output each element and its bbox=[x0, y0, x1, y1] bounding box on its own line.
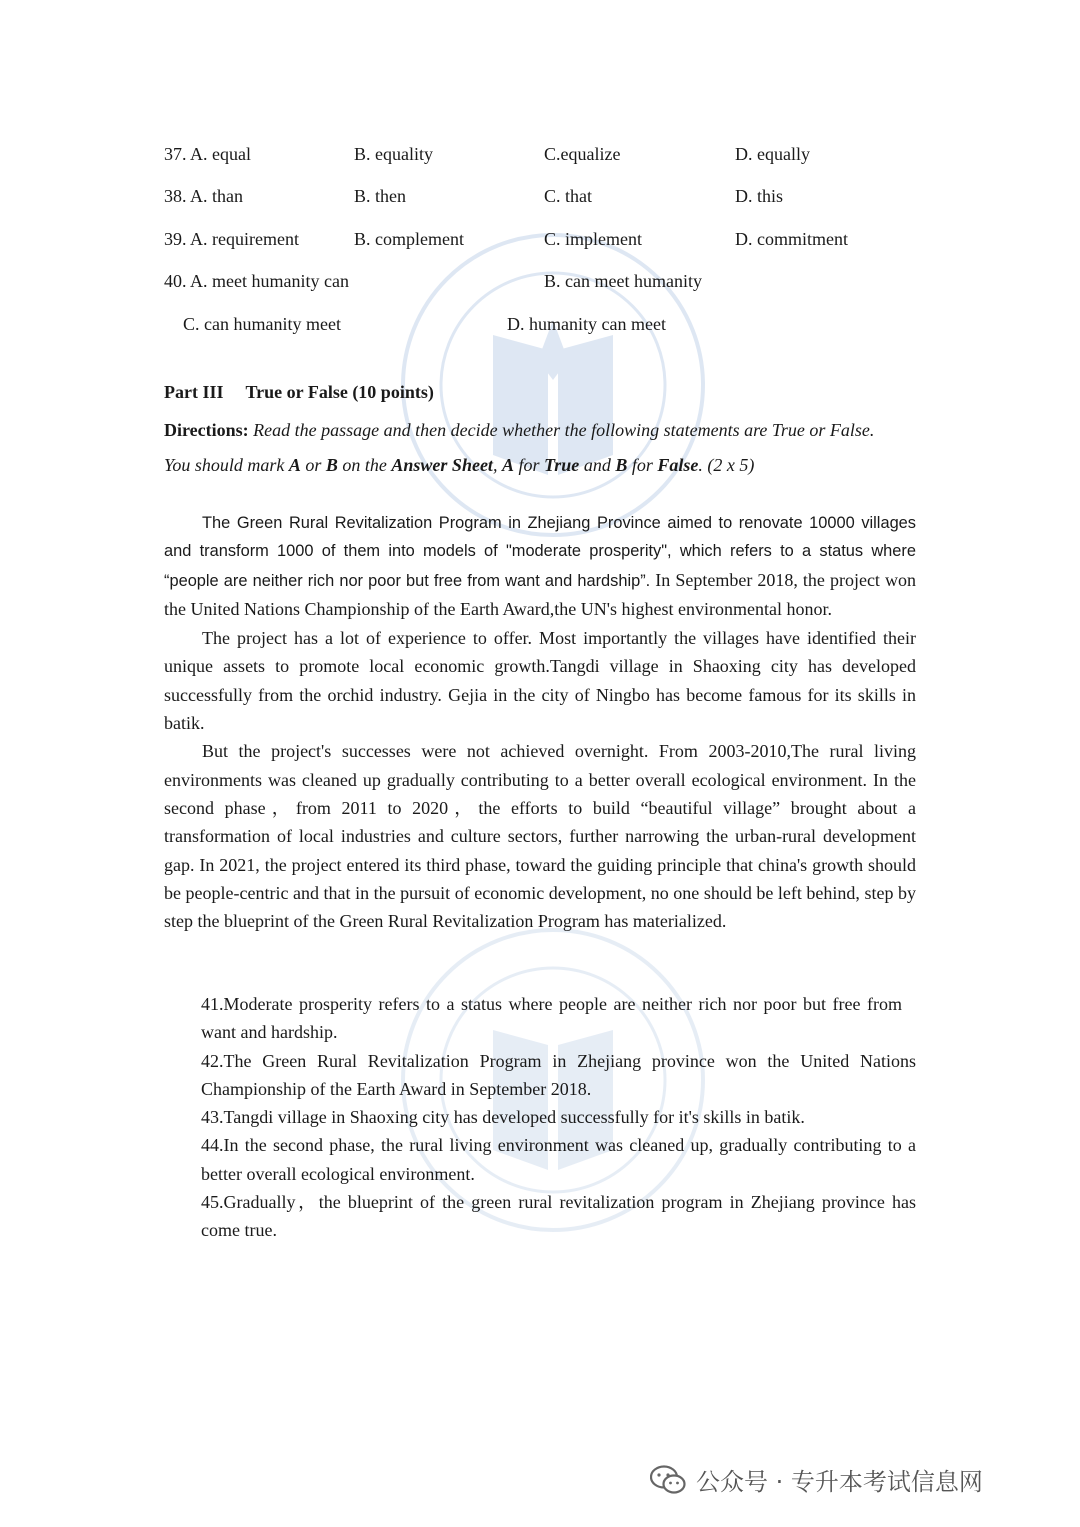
directions-text: or bbox=[300, 455, 326, 475]
option-38b: B. then bbox=[354, 186, 406, 206]
directions-bold: B bbox=[615, 455, 628, 475]
option-39d: D. commitment bbox=[735, 229, 848, 249]
option-39c: C. implement bbox=[544, 229, 642, 249]
reading-passage bbox=[164, 509, 916, 935]
directions-text: for bbox=[627, 455, 658, 475]
statement-42: 42.The Green Rural Revitalization Program in Zhejiang province won the United Nations Championship of the Earth Award in September 2018. bbox=[201, 1050, 916, 1099]
option-38a: 38. A. than bbox=[164, 186, 243, 206]
passage-paragraph-3: But the project's successes were not achieved overnight. From 2003-2010,The rural living environments was cleaned up gradually contributing to a better overall ecological environment. In the second phase，from 2011 to 2020，the efforts to build “beautiful village” brought about a transformation of local industries and culture sectors, further narrowing the urban-rural development gap. In 2021, the project entered its third phase, toward the guiding principle that china's growth should be people-centric and that in the pursuit of economic development, no one should be left behind, step by step the blueprint of the Green Rural Revitalization Program has materialized. bbox=[164, 741, 916, 932]
section-heading bbox=[164, 382, 434, 403]
option-37a: 37. A. equal bbox=[164, 144, 251, 164]
directions-bold: False bbox=[657, 455, 699, 475]
statement-44: 44.In the second phase, the rural living environment was cleaned up, gradually contributing to a better overall ecological environment. bbox=[201, 1135, 916, 1184]
option-39a: 39. A. requirement bbox=[164, 229, 299, 249]
statement-41: 41.Moderate prosperity refers to a status where people are neither rich nor poor but free from want and hardship. bbox=[201, 994, 902, 1043]
directions-line-1: Read the passage and then decide whether the following statements are True or False. bbox=[253, 420, 875, 440]
statement-43: 43.Tangdi village in Shaoxing city has developed successfully for it's skills in batik. bbox=[201, 1107, 805, 1128]
option-40c: C. can humanity meet bbox=[183, 314, 341, 334]
passage-paragraph-1-part-a: The Green Rural Revitalization Program in Zhejiang Province aimed to renovate 10000 villages and transform 1000 of them into models of "moderate prosperity", which refers to a status where “people are neither rich nor poor but free from want and hardship”. bbox=[164, 514, 916, 590]
directions-bold: B bbox=[325, 455, 338, 475]
section-title: True or False (10 points) bbox=[245, 382, 434, 402]
directions-text: You should mark bbox=[164, 455, 289, 475]
option-40b: B. can meet humanity bbox=[544, 271, 702, 291]
option-37d: D. equally bbox=[735, 144, 810, 164]
option-39b: B. complement bbox=[354, 229, 464, 249]
option-38c: C. that bbox=[544, 186, 592, 206]
directions-label: Directions: bbox=[164, 420, 249, 440]
passage-paragraph-1-part-b: In September 2018, the project won the United Nations Championship of the Earth Award,the UN's highest environmental honor. bbox=[164, 569, 916, 619]
footer-text: 公众号 · 专升本考试信息网 bbox=[696, 1468, 983, 1496]
directions-text: and bbox=[579, 455, 616, 475]
directions-text: , bbox=[492, 455, 502, 475]
true-false-statements bbox=[201, 990, 916, 1245]
option-37b: B. equality bbox=[354, 144, 433, 164]
wechat-icon bbox=[650, 1465, 686, 1495]
statement-45: 45.Gradually，the blueprint of the green rural revitalization program in Zhejiang province has come true. bbox=[201, 1192, 916, 1241]
section-number: Part III bbox=[164, 382, 224, 402]
passage-paragraph-2: The project has a lot of experience to offer. Most importantly the villages have identified their unique assets to promote local economic growth.Tangdi village in Shaoxing city has developed successfully from the orchid industry. Gejia in the city of Ningbo has become famous for its skills in batik. bbox=[164, 628, 916, 734]
directions-bold: A bbox=[288, 455, 301, 475]
directions-bold: A bbox=[501, 455, 514, 475]
footer-source bbox=[650, 1462, 983, 1497]
passage-paragraph-1 bbox=[164, 509, 916, 624]
option-40d: D. humanity can meet bbox=[507, 314, 666, 334]
directions-text: for bbox=[513, 455, 544, 475]
directions-text: on the bbox=[337, 455, 392, 475]
option-40a: 40. A. meet humanity can bbox=[164, 271, 349, 291]
directions-bold: True bbox=[543, 455, 580, 475]
directions-bold: Answer Sheet bbox=[391, 455, 493, 475]
directions bbox=[164, 413, 924, 483]
option-38d: D. this bbox=[735, 186, 784, 206]
directions-text: . (2 x 5) bbox=[698, 455, 755, 475]
option-37c: C.equalize bbox=[544, 144, 621, 164]
